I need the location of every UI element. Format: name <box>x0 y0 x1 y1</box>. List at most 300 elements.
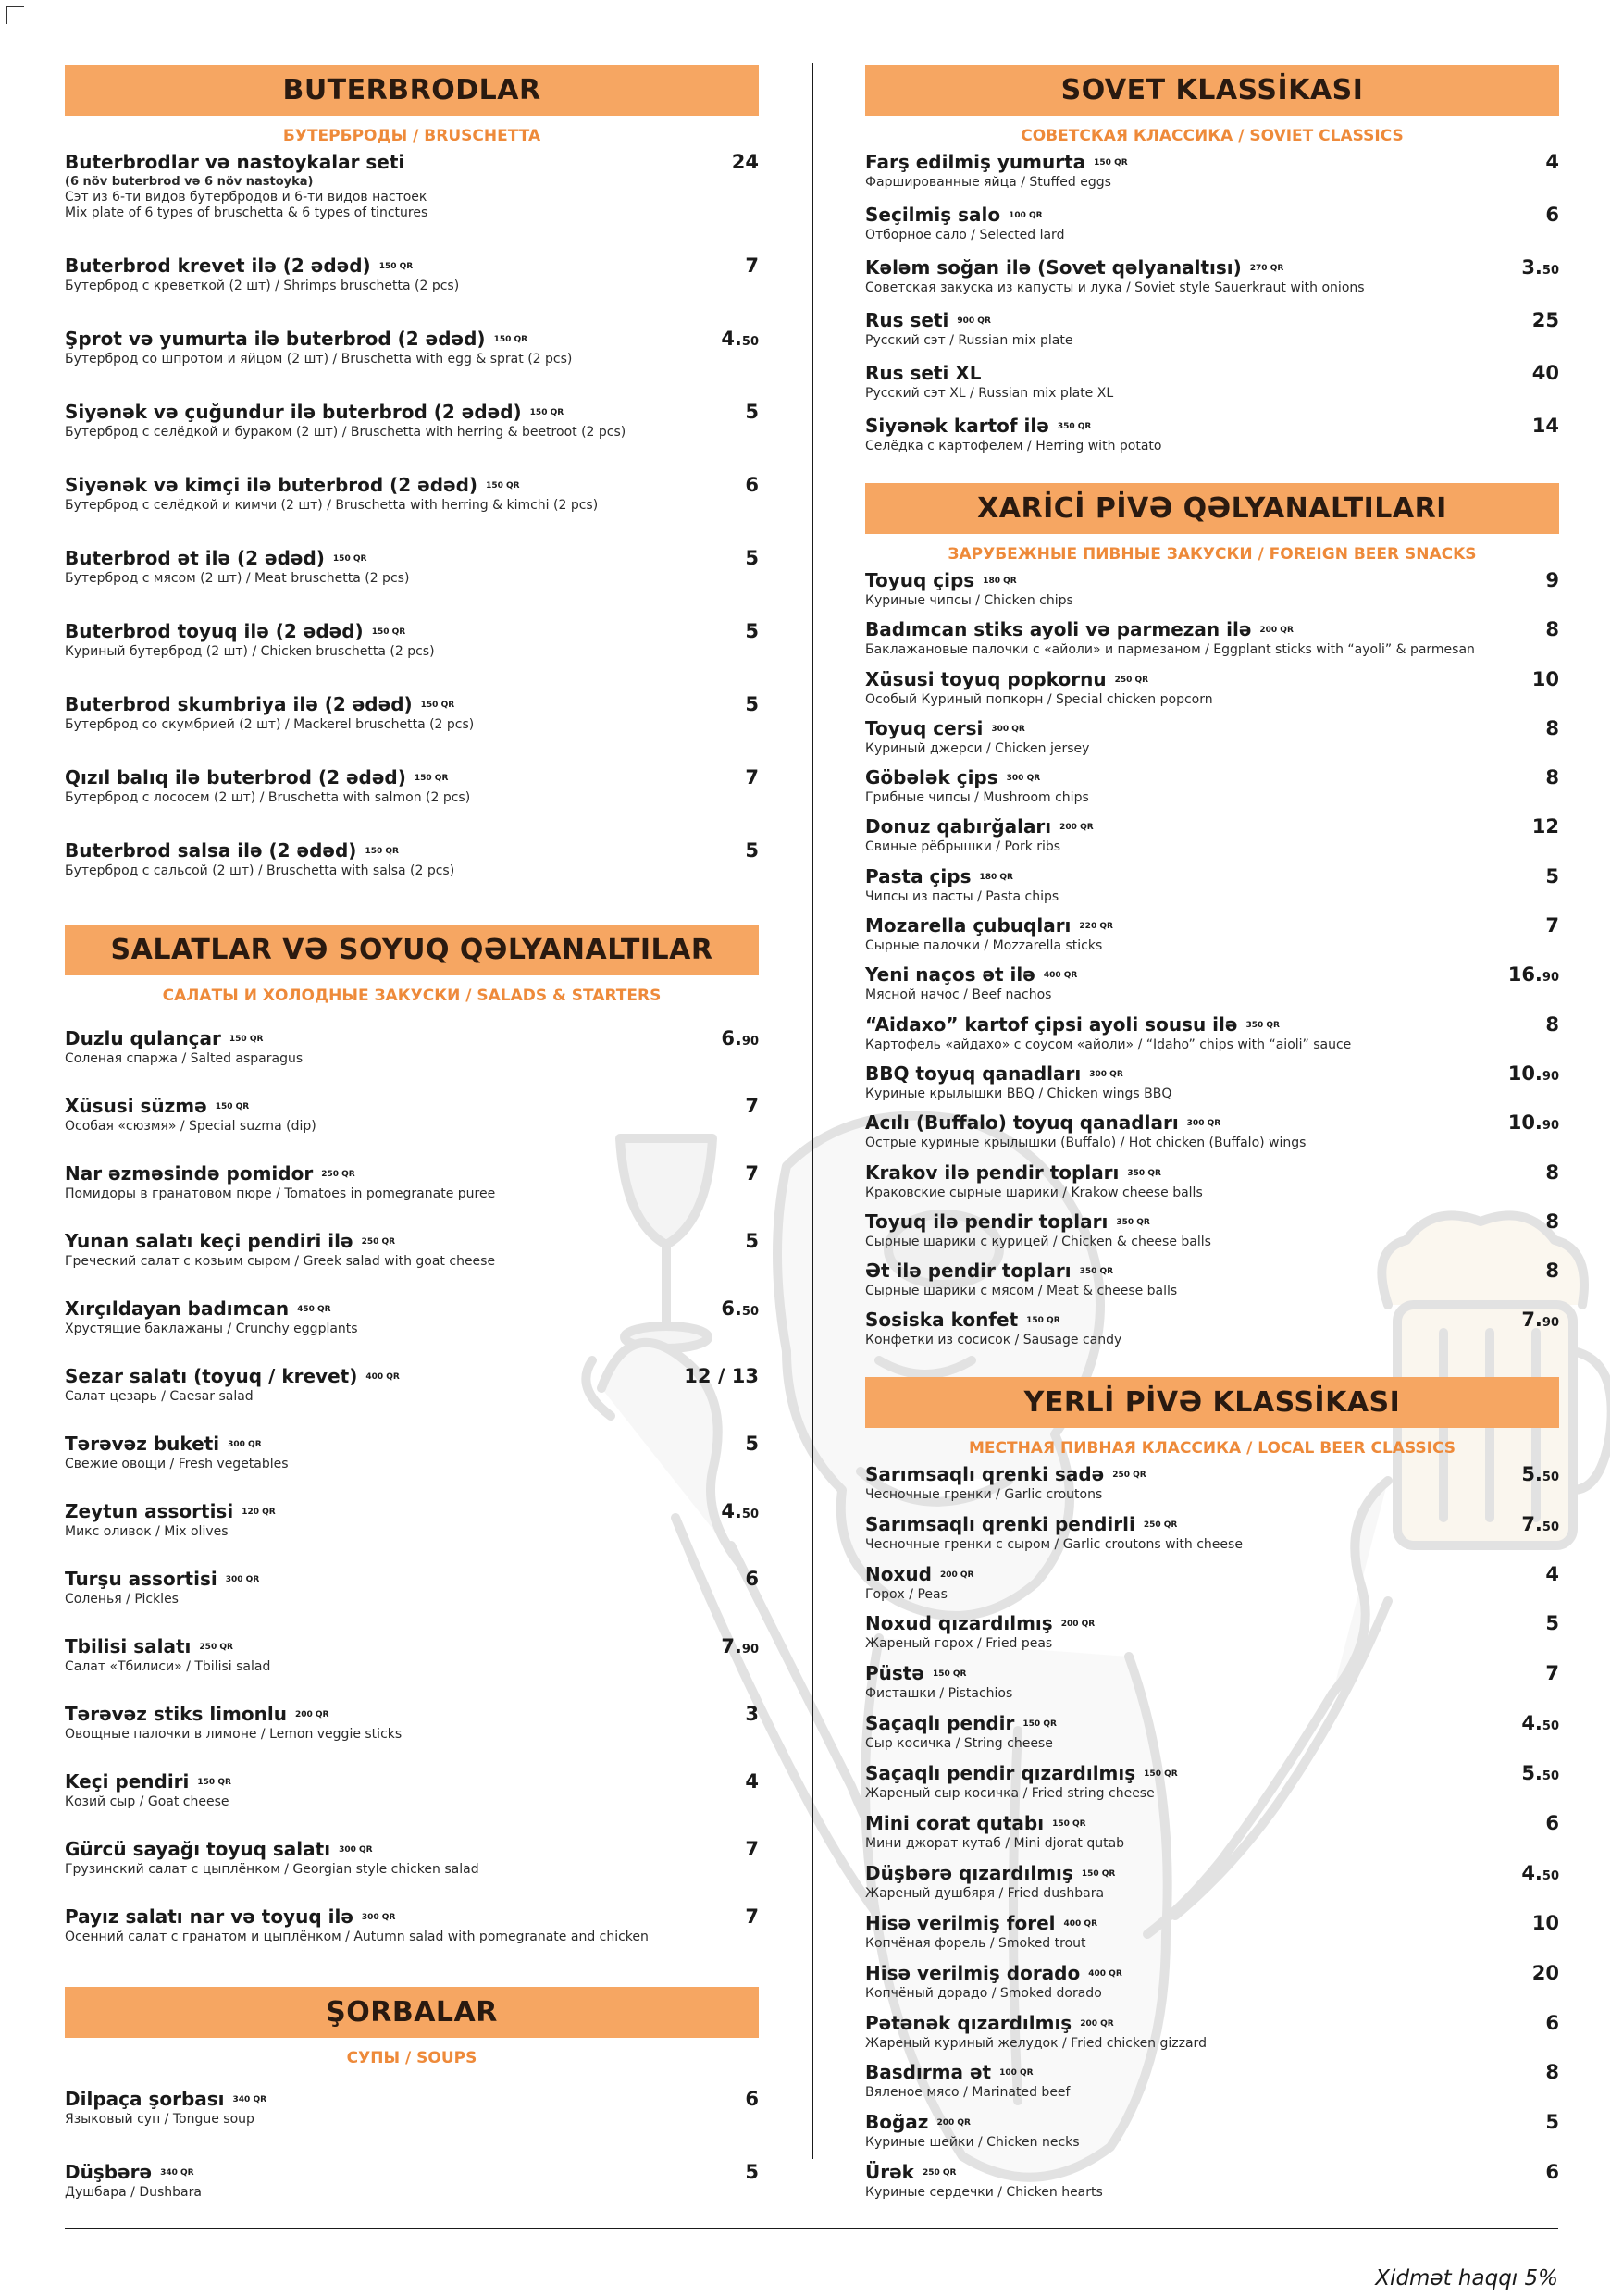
item-weight: 180 QR <box>979 872 1013 882</box>
item-price: 7.90 <box>721 1635 759 1657</box>
menu-item <box>865 2061 1559 2111</box>
item-desc: Фисташки / Pistachios <box>865 1686 1013 1702</box>
item-price: 10.90 <box>1507 1111 1559 1135</box>
item-desc: Овощные палочки в лимоне / Lemon veggie sticks <box>65 1727 403 1742</box>
item-price: 8 <box>1545 1210 1559 1233</box>
item-name: Xırçıldayan badımcan 450 QR <box>65 1297 331 1320</box>
item-weight: 150 QR <box>197 1778 231 1787</box>
menu-item <box>865 1912 1559 1962</box>
item-name: Pətənək qızardılmış 200 QR <box>865 2011 1114 2034</box>
menu-item <box>865 362 1559 415</box>
item-price: 6 <box>1545 1811 1559 1834</box>
menu-item <box>65 1635 759 1703</box>
item-price: 5 <box>745 1230 759 1252</box>
item-name: Şprot və yumurta ilə buterbrod (2 ədəd) 150 QR <box>65 328 528 350</box>
item-weight: 150 QR <box>414 774 449 783</box>
item-weight: 150 QR <box>1144 1769 1178 1780</box>
menu-item <box>65 151 759 254</box>
item-weight: 200 QR <box>936 2118 971 2128</box>
menu-item <box>65 1568 759 1635</box>
menu-item <box>865 2111 1559 2161</box>
item-price: 7 <box>1545 914 1559 937</box>
item-name: Farş edilmiş yumurta 150 QR <box>865 151 1128 173</box>
item-desc: Соленья / Pickles <box>65 1592 179 1607</box>
item-desc: Бутерброд с сальсой (2 шт) / Bruschetta with salsa (2 pcs) <box>65 863 455 878</box>
menu-item <box>865 415 1559 467</box>
item-name: Buterbrod toyuq ilə (2 ədəd) 150 QR <box>65 620 406 642</box>
item-price: 6.50 <box>721 1297 759 1320</box>
menu-item <box>865 914 1559 963</box>
item-price: 25 <box>1531 309 1559 331</box>
item-name: Buterbrod ət ilə (2 ədəd) 150 QR <box>65 547 367 569</box>
item-name: Kələm soğan ilə (Sovet qəlyanaltısı) 270 QR <box>865 256 1284 279</box>
item-name: Pasta çips 180 QR <box>865 864 1013 887</box>
section-subtitle: СОВЕТСКАЯ КЛАССИКА / SOVIET CLASSICS <box>1021 127 1404 145</box>
menu-item <box>865 1812 1559 1862</box>
item-price: 6 <box>1545 204 1559 226</box>
menu-item <box>65 1230 759 1297</box>
item-name: Keçi pendiri 150 QR <box>65 1770 231 1793</box>
item-weight: 150 QR <box>215 1102 250 1111</box>
item-weight: 180 QR <box>983 577 1017 586</box>
item-price: 7 <box>745 1162 759 1185</box>
item-price: 5 <box>745 547 759 569</box>
menu-item <box>865 1463 1559 1513</box>
item-price: 7 <box>745 1838 759 1860</box>
menu-item <box>865 1563 1559 1613</box>
item-weight: 340 QR <box>160 2168 194 2178</box>
item-weight: 150 QR <box>332 554 367 564</box>
item-name: Ürək 250 QR <box>865 2161 957 2184</box>
item-weight: 250 QR <box>321 1170 355 1179</box>
item-name: Zeytun assortisi 120 QR <box>65 1500 276 1522</box>
item-price: 6 <box>745 2088 759 2110</box>
item-price: 4.50 <box>721 328 759 350</box>
item-name: Payız salatı nar və toyuq ilə 300 QR <box>65 1905 396 1928</box>
menu-item <box>865 1161 1559 1210</box>
item-desc: Грибные чипсы / Mushroom chips <box>865 790 1089 806</box>
corner-mark <box>6 6 24 24</box>
item-price: 7 <box>745 1095 759 1117</box>
item-weight: 300 QR <box>1186 1119 1221 1129</box>
item-name: Düşbərə 340 QR <box>65 2161 194 2183</box>
item-desc: Козий сыр / Goat cheese <box>65 1794 229 1809</box>
item-weight: 300 QR <box>1006 774 1041 784</box>
item-price: 5.50 <box>1521 1762 1559 1785</box>
item-desc: Куриные сердечки / Chicken hearts <box>865 2185 1103 2201</box>
item-price: 4.50 <box>1521 1712 1559 1735</box>
item-weight: 250 QR <box>1114 675 1149 685</box>
item-price: 5 <box>745 620 759 642</box>
menu-item <box>865 1210 1559 1260</box>
item-weight: 300 QR <box>225 1575 260 1584</box>
item-desc: Куриные крылышки BBQ / Chicken wings BBQ <box>865 1086 1172 1101</box>
menu-item <box>65 1433 759 1500</box>
item-price: 5 <box>745 401 759 423</box>
item-name: Siyənək və çuğundur ilə buterbrod (2 ədəd) 150 QR <box>65 401 564 423</box>
menu-item <box>65 1905 759 1973</box>
item-price: 5.50 <box>1521 1462 1559 1485</box>
item-name: Nar əzməsində pomidor 250 QR <box>65 1162 355 1185</box>
item-desc: Микс оливок / Mix olives <box>65 1524 229 1539</box>
item-name: Dilpaça şorbası 340 QR <box>65 2088 267 2110</box>
item-price: 4 <box>1545 151 1559 173</box>
item-price: 3.50 <box>1521 256 1559 279</box>
item-price: 8 <box>1545 1012 1559 1036</box>
item-name: Krakov ilə pendir topları 350 QR <box>865 1160 1161 1184</box>
menu-item <box>65 1838 759 1905</box>
item-name: Sosiska konfet 150 QR <box>865 1309 1060 1332</box>
item-price: 7 <box>745 254 759 277</box>
item-weight: 450 QR <box>297 1305 331 1314</box>
item-name: Buterbrod salsa ilə (2 ədəd) 150 QR <box>65 839 399 862</box>
item-desc: Жареный горох / Fried peas <box>865 1636 1053 1652</box>
item-name: Püstə 150 QR <box>865 1662 967 1685</box>
item-price: 12 <box>1531 815 1559 838</box>
menu-item <box>865 2012 1559 2062</box>
item-name: Turşu assortisi 300 QR <box>65 1568 260 1590</box>
item-desc: Бутерброд с креветкой (2 шт) / Shrimps bruschetta (2 pcs) <box>65 279 460 293</box>
item-price: 5 <box>745 1433 759 1455</box>
section-salatlar <box>65 925 759 1973</box>
item-weight: 200 QR <box>1060 1620 1096 1630</box>
menu-item <box>865 204 1559 256</box>
menu-item <box>865 1062 1559 1111</box>
item-desc: Помидоры в гранатовом пюре / Tomatoes in pomegranate puree <box>65 1186 496 1201</box>
menu-item <box>865 618 1559 667</box>
item-name: Acılı (Buffalo) toyuq qanadları 300 QR <box>865 1111 1221 1135</box>
item-desc: Отборное сало / Selected lard <box>865 228 1065 242</box>
item-desc: Жареный душбяря / Fried dushbara <box>865 1885 1105 1901</box>
item-desc: Салат «Тбилиси» / Tbilisi salad <box>65 1659 271 1674</box>
item-price: 4 <box>745 1770 759 1793</box>
item-weight: 350 QR <box>1116 1217 1150 1227</box>
item-weight: 300 QR <box>228 1440 262 1449</box>
item-price: 8 <box>1545 1160 1559 1184</box>
item-name: Saçaqlı pendir qızardılmış 150 QR <box>865 1762 1178 1785</box>
item-name: Donuz qabırğaları 200 QR <box>865 815 1094 838</box>
item-desc: Грузинский салат с цыплёнком / Georgian style chicken salad <box>65 1862 479 1877</box>
menu-item <box>65 254 759 328</box>
item-name: Rus seti XL <box>865 362 982 384</box>
item-desc: Бутерброд с мясом (2 шт) / Meat bruschetta (2 pcs) <box>65 571 410 586</box>
menu-item <box>865 865 1559 914</box>
item-weight: 300 QR <box>1089 1069 1123 1079</box>
item-name: Noxud 200 QR <box>865 1562 974 1585</box>
item-desc: Острые куриные крылышки (Buffalo) / Hot chicken (Buffalo) wings <box>865 1136 1307 1151</box>
item-weight: 340 QR <box>232 2095 267 2104</box>
item-price: 8 <box>1545 618 1559 641</box>
item-price: 3 <box>745 1703 759 1725</box>
item-weight: 150 QR <box>493 335 528 344</box>
item-name: Seçilmiş salo 100 QR <box>865 204 1043 226</box>
item-desc: Куриные шейки / Chicken necks <box>865 2135 1080 2151</box>
item-price: 7 <box>745 766 759 788</box>
item-name: Xüsusi toyuq popkornu 250 QR <box>865 667 1149 690</box>
menu-item <box>865 1612 1559 1662</box>
item-price: 9 <box>1545 569 1559 591</box>
item-desc: Конфетки из сосисок / Sausage candy <box>865 1333 1122 1348</box>
item-price: 16.90 <box>1507 963 1559 987</box>
item-name: Mini corat qutabı 150 QR <box>865 1811 1086 1834</box>
item-name: Sarımsaqlı qrenki sadə 250 QR <box>865 1462 1146 1485</box>
item-weight: 200 QR <box>939 1570 974 1580</box>
item-desc: Бутерброд с селёдкой и бураком (2 шт) / Bruschetta with herring & beetroot (2 pcs) <box>65 425 626 440</box>
item-price: 4.50 <box>1521 1861 1559 1884</box>
item-name: Düşbərə qızardılmış 150 QR <box>865 1861 1116 1884</box>
item-desc: Селёдка с картофелем / Herring with potato <box>865 439 1162 453</box>
item-name: Yeni naços ət ilə 400 QR <box>865 963 1078 987</box>
item-name: Boğaz 200 QR <box>865 2111 971 2134</box>
item-name: Buterbrod skumbriya ilə (2 ədəd) 150 QR <box>65 693 455 715</box>
item-desc: Краковские сырные шарики / Krakow cheese balls <box>865 1185 1203 1200</box>
item-price: 8 <box>1545 766 1559 789</box>
item-desc: Копчёный дорадо / Smoked dorado <box>865 1985 1102 2001</box>
item-weight: 150 QR <box>229 1035 264 1044</box>
item-price: 7.50 <box>1521 1512 1559 1535</box>
item-weight: 150 QR <box>371 627 406 637</box>
item-weight: 150 QR <box>486 481 520 490</box>
menu-item <box>65 766 759 839</box>
item-weight: 220 QR <box>1079 922 1113 932</box>
menu-item <box>865 1712 1559 1762</box>
menu-item <box>65 693 759 766</box>
item-weight: 200 QR <box>1080 2018 1114 2029</box>
item-name: Siyənək və kimçi ilə buterbrod (2 ədəd) 150 QR <box>65 474 520 496</box>
item-name: Gürcü sayağı toyuq salatı 300 QR <box>65 1838 373 1860</box>
item-price: 7 <box>1545 1662 1559 1685</box>
menu-item <box>65 1027 759 1095</box>
item-weight: 400 QR <box>1043 971 1078 981</box>
item-desc: Куриные чипсы / Chicken chips <box>865 593 1073 608</box>
item-desc: Куриный бутерброд (2 шт) / Chicken bruschetta (2 pcs) <box>65 644 435 659</box>
menu-item <box>865 1111 1559 1160</box>
menu-item <box>65 328 759 401</box>
menu-item <box>65 1703 759 1770</box>
item-desc: Советская закуска из капусты и лука / Soviet style Sauerkraut with onions <box>865 280 1365 295</box>
item-price: 6 <box>745 474 759 496</box>
menu-item <box>865 151 1559 204</box>
item-name: Xüsusi süzmə 150 QR <box>65 1095 250 1117</box>
item-weight: 350 QR <box>1079 1267 1114 1277</box>
service-charge-note: Xidmət haqqı 5% <box>1375 2266 1558 2290</box>
menu-item <box>65 474 759 547</box>
item-price: 8 <box>1545 1260 1559 1283</box>
section-subtitle: ЗАРУБЕЖНЫЕ ПИВНЫЕ ЗАКУСКИ / FOREIGN BEER SNACKS <box>948 545 1477 564</box>
item-price: 4.50 <box>721 1500 759 1522</box>
item-desc: Сырные палочки / Mozzarella sticks <box>865 938 1103 954</box>
item-name: Toyuq cersi 300 QR <box>865 716 1025 739</box>
section-title: XARİCİ PİVƏ QƏLYANALTILARI <box>865 483 1559 534</box>
item-name: Buterbrodlar və nastoykalar seti <box>65 151 405 173</box>
item-desc: Вяленое мясо / Marinated beef <box>865 2085 1071 2101</box>
item-desc: Бутерброд со скумбрией (2 шт) / Mackerel bruschetta (2 pcs) <box>65 717 475 732</box>
menu-item <box>65 839 759 912</box>
menu-item <box>65 2161 759 2234</box>
item-weight: 150 QR <box>1026 1316 1060 1326</box>
item-desc: Русский сэт / Russian mix plate <box>865 333 1073 348</box>
item-desc-en: Mix plate of 6 types of bruschetta & 6 types of tinctures <box>65 205 428 220</box>
menu-item <box>65 2088 759 2161</box>
item-desc: Картофель «айдахо» с соусом «айоли» / “Idaho” chips with “aioli” sauce <box>865 1036 1352 1052</box>
item-desc: Особая «сюзмя» / Special suzma (dip) <box>65 1119 316 1134</box>
menu-item <box>865 668 1559 717</box>
item-desc: Особый Куриный попкорн / Special chicken popcorn <box>865 691 1213 707</box>
item-weight: 150 QR <box>365 847 399 856</box>
item-desc: Свиные рёбрышки / Pork ribs <box>865 839 1061 855</box>
item-name: Ət ilə pendir topları 350 QR <box>865 1260 1114 1283</box>
item-name: Tərəvəz buketi 300 QR <box>65 1433 262 1455</box>
item-weight: 300 QR <box>361 1913 396 1922</box>
item-name: Noxud qızardılmış 200 QR <box>865 1612 1096 1635</box>
right-column <box>865 65 1559 2211</box>
item-weight: 150 QR <box>1022 1719 1057 1730</box>
item-desc: Соленая спаржа / Salted asparagus <box>65 1051 304 1066</box>
menu-item <box>865 1260 1559 1309</box>
item-desc: Бутерброд с селёдкой и кимчи (2 шт) / Bruschetta with herring & kimchi (2 pcs) <box>65 498 599 513</box>
item-desc: Бутерброд с лососем (2 шт) / Bruschetta with salmon (2 pcs) <box>65 790 471 805</box>
item-name: Basdırma ət 100 QR <box>865 2061 1034 2084</box>
item-desc: Сэт из 6-ти видов бутербродов и 6-ти видов настоек <box>65 190 427 205</box>
section-sovet-klassikasi <box>865 65 1559 467</box>
item-desc: Сырные шарики с курицей / Chicken & cheese balls <box>865 1234 1211 1249</box>
menu-item <box>865 1962 1559 2012</box>
item-desc: Фаршированные яйца / Stuffed eggs <box>865 175 1111 190</box>
item-desc: Жареный сыр косичка / Fried string cheese <box>865 1786 1155 1802</box>
column-divider <box>812 63 813 2159</box>
item-price: 14 <box>1531 415 1559 437</box>
item-weight: 150 QR <box>420 701 455 710</box>
menu-item <box>865 766 1559 815</box>
item-desc: Баклажановые палочки с «айоли» и пармезаном / Eggplant sticks with “ayoli” & parmesan <box>865 642 1475 658</box>
item-price: 6 <box>1545 2011 1559 2034</box>
item-price: 4 <box>1545 1562 1559 1585</box>
item-desc: Свежие овощи / Fresh vegetables <box>65 1457 289 1471</box>
item-desc: Сырные шарики с мясом / Meat & cheese balls <box>865 1284 1178 1299</box>
menu-item <box>65 1162 759 1230</box>
item-price: 7.90 <box>1521 1309 1559 1332</box>
item-desc: Копчёная форель / Smoked trout <box>865 1935 1086 1951</box>
item-weight: 150 QR <box>1081 1868 1116 1879</box>
menu-item <box>65 547 759 620</box>
item-desc: Сыр косичка / String cheese <box>865 1736 1053 1752</box>
section-title: BUTERBRODLAR <box>65 65 759 116</box>
menu-item <box>65 1500 759 1568</box>
item-price: 12 / 13 <box>684 1365 759 1387</box>
item-price: 40 <box>1531 362 1559 384</box>
item-weight: 150 QR <box>1094 158 1128 168</box>
menu-item <box>865 1862 1559 1912</box>
menu-item <box>865 815 1559 864</box>
menu-item <box>865 1013 1559 1062</box>
item-name: Saçaqlı pendir 150 QR <box>865 1712 1057 1735</box>
menu-item <box>65 1297 759 1365</box>
item-price: 5 <box>1545 1612 1559 1635</box>
item-name: Hisə verilmiş forel 400 QR <box>865 1911 1098 1934</box>
item-weight: 400 QR <box>1063 1918 1098 1929</box>
menu-item <box>865 1513 1559 1563</box>
menu-item <box>865 963 1559 1012</box>
item-weight: 400 QR <box>1088 1968 1122 1979</box>
item-desc: Языковый суп / Tongue soup <box>65 2112 254 2127</box>
left-column <box>65 65 759 2234</box>
menu-item <box>865 2161 1559 2211</box>
item-price: 5 <box>745 839 759 862</box>
item-price: 10 <box>1531 667 1559 690</box>
item-weight: 300 QR <box>339 1845 373 1855</box>
item-weight: 200 QR <box>1059 823 1094 833</box>
item-weight: 250 QR <box>1112 1470 1146 1480</box>
menu-item <box>865 309 1559 362</box>
item-weight: 100 QR <box>999 2068 1034 2079</box>
item-name: Toyuq ilə pendir topları 350 QR <box>865 1210 1150 1233</box>
section-title: ŞORBALAR <box>65 1987 759 2038</box>
section-subtitle: СУПЫ / SOUPS <box>346 2049 477 2067</box>
menu-item <box>65 401 759 474</box>
item-weight: 150 QR <box>529 408 564 417</box>
item-weight: 250 QR <box>922 2168 957 2178</box>
item-desc: Осенний салат с гранатом и цыплёнком / Autumn salad with pomegranate and chicken <box>65 1930 649 1944</box>
item-name: Buterbrod krevet ilə (2 ədəd) 150 QR <box>65 254 414 277</box>
item-desc: Салат цезарь / Caesar salad <box>65 1389 254 1404</box>
section-subtitle: САЛАТЫ И ХОЛОДНЫЕ ЗАКУСКИ / SALADS & STARTERS <box>162 987 662 1005</box>
item-desc: Жареный куриный желудок / Fried chicken gizzard <box>865 2035 1207 2051</box>
item-name: Badımcan stiks ayoli və parmezan ilə 200 QR <box>865 618 1294 641</box>
item-name: “Aidaxo” kartof çipsi ayoli sousu ilə 350 QR <box>865 1012 1280 1036</box>
item-name: Qızıl balıq ilə buterbrod (2 ədəd) 150 QR <box>65 766 449 788</box>
item-desc: Мясной начос / Beef nachos <box>865 987 1052 1003</box>
menu-item <box>865 1309 1559 1358</box>
item-weight: 150 QR <box>378 262 414 271</box>
menu-item <box>865 1762 1559 1812</box>
item-desc: Мини джорат кутаб / Mini djorat qutab <box>865 1835 1125 1851</box>
item-desc: Душбара / Dushbara <box>65 2185 202 2200</box>
section-buterbrodlar <box>65 65 759 912</box>
item-price: 6 <box>1545 2161 1559 2184</box>
item-weight: 120 QR <box>242 1508 276 1517</box>
menu-item <box>65 620 759 693</box>
menu-item <box>65 1770 759 1838</box>
item-desc: Горох / Peas <box>865 1586 948 1602</box>
item-weight: 250 QR <box>199 1643 233 1652</box>
item-price: 20 <box>1531 1961 1559 1984</box>
item-price: 8 <box>1545 2061 1559 2084</box>
item-price: 24 <box>731 151 759 173</box>
item-price: 5 <box>745 2161 759 2183</box>
section-title: SALATLAR VƏ SOYUQ QƏLYANALTILAR <box>65 925 759 975</box>
section-sorbalar <box>65 1987 759 2234</box>
item-weight: 150 QR <box>1052 1818 1086 1829</box>
item-weight: 400 QR <box>365 1372 400 1382</box>
section-subtitle: БУТЕРБРОДЫ / BRUSCHETTA <box>282 127 541 145</box>
item-price: 5 <box>1545 2111 1559 2134</box>
item-weight: 350 QR <box>1057 422 1092 431</box>
item-name: Sarımsaqlı qrenki pendirli 250 QR <box>865 1512 1178 1535</box>
item-name: Rus seti 900 QR <box>865 309 991 331</box>
item-weight: 300 QR <box>991 724 1025 734</box>
item-desc: Чесночные гренки с сыром / Garlic croutons with cheese <box>865 1536 1243 1552</box>
section-subtitle: МЕСТНАЯ ПИВНАЯ КЛАССИКА / LOCAL BEER CLASSICS <box>968 1438 1456 1458</box>
section-yerli-pive <box>865 1377 1559 2211</box>
item-weight: 100 QR <box>1009 211 1043 220</box>
item-price: 10 <box>1531 1911 1559 1934</box>
item-price: 8 <box>1545 716 1559 739</box>
footer-rule <box>65 2228 1558 2229</box>
item-name: BBQ toyuq qanadları 300 QR <box>865 1061 1123 1085</box>
menu-item <box>865 717 1559 766</box>
section-xarici-pive <box>865 483 1559 1359</box>
item-weight: 350 QR <box>1127 1168 1161 1178</box>
